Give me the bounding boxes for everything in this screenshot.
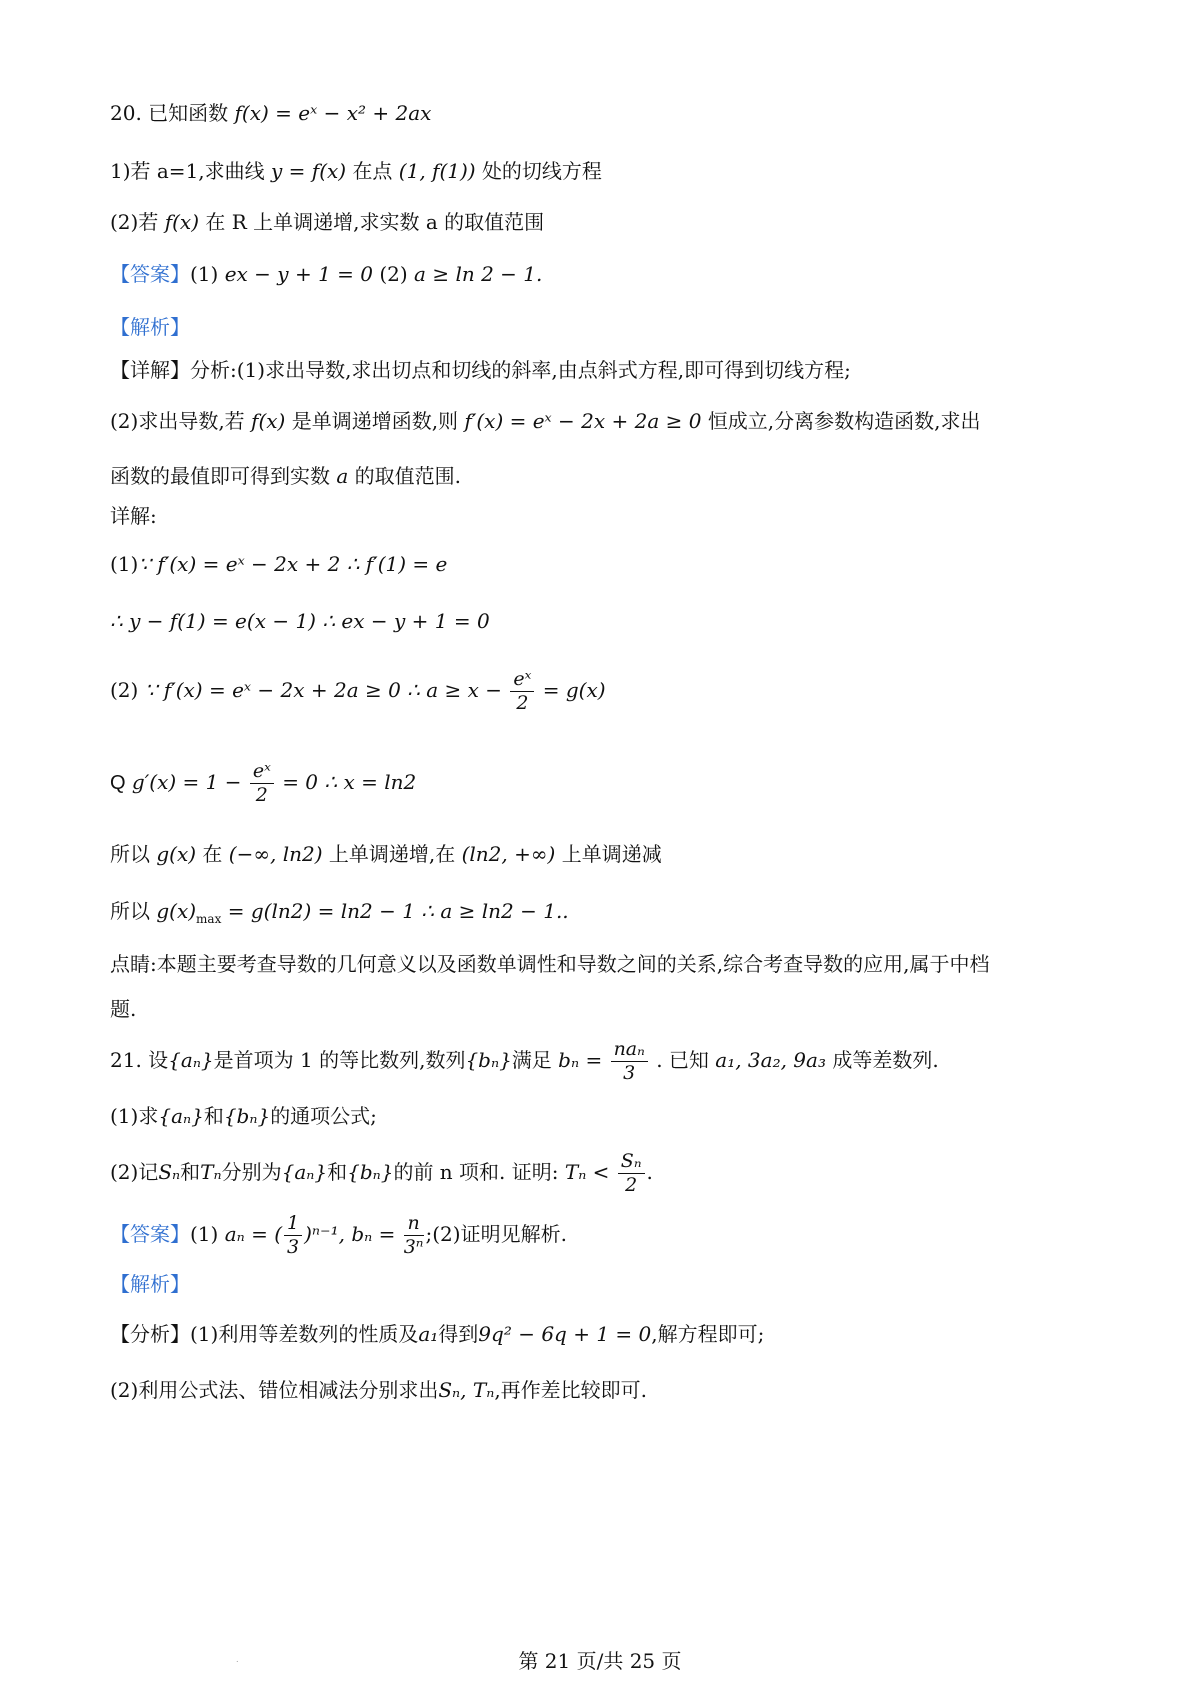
q20-step3: (2) ∵ f′(x) = eˣ − 2x + 2a ≥ 0 ∴ a ≥ x − $\frac{\text{eˣ}}{2}$ = g(x) <box>110 668 606 714</box>
question-number: 21. <box>110 1047 142 1072</box>
q20-part2: (2)若 f(x) 在 R 上单调递增,求实数 a 的取值范围 <box>110 210 545 234</box>
q20-stem: 20. 已知函数 f(x) = eˣ − x² + 2ax <box>110 101 432 125</box>
q21-part2: (2)记Sₙ和Tₙ分别为{aₙ}和{bₙ}的前 n 项和. 证明: Tₙ < $\frac{\text{Sₙ}}{2}$ . <box>110 1150 653 1196</box>
q20-detail-line2: (2)求出导数,若 f(x) 是单调递增函数,则 f′(x) = eˣ − 2x + 2a ≥ 0 恒成立,分离参数构造函数,求出 <box>110 409 981 433</box>
q21-fenxi-line2: (2)利用公式法、错位相减法分别求出Sₙ, Tₙ,再作差比较即可. <box>110 1378 648 1402</box>
footer-mark: . <box>236 1655 239 1664</box>
q20-part1: 1)若 a=1,求曲线 y = f(x) 在点 (1, f(1)) 处的切线方程 <box>110 159 602 183</box>
q20-step1: (1)∵ f′(x) = eˣ − 2x + 2 ∴ f′(1) = e <box>110 552 448 576</box>
fraction: $\frac{1}{3}$ <box>284 1212 302 1259</box>
q21-fenxi-line1: 【分析】(1)利用等差数列的性质及a₁得到9q² − 6q + 1 = 0,解方程即可; <box>110 1322 765 1346</box>
function-formula: f(x) = eˣ − x² + 2ax <box>234 101 432 125</box>
answer-tag: 【答案】 <box>110 262 190 286</box>
q20-comment-line2: 题. <box>110 997 137 1021</box>
q20-comment-line1: 点睛:本题主要考查导数的几何意义以及函数单调性和导数之间的关系,综合考查导数的应用,属于中档 <box>110 952 990 976</box>
q20-step2: ∴ y − f(1) = e(x − 1) ∴ ex − y + 1 = 0 <box>110 609 490 633</box>
answer-tag: 【答案】 <box>110 1221 190 1246</box>
fraction: $\frac{\text{eˣ}}{2}$ <box>510 668 534 715</box>
fraction: $\frac{n}{\text{3ⁿ}}$ <box>403 1212 424 1258</box>
q20-detail-label: 详解: <box>110 504 157 528</box>
fraction: $\frac{\text{Sₙ}}{2}$ <box>618 1150 645 1197</box>
q20-detail-line3: 函数的最值即可得到实数 a 的取值范围. <box>110 464 462 488</box>
q20-step4: Q g′(x) = 1 − $\frac{\text{eˣ}}{2}$ = 0 ∴ x = ln2 <box>110 760 417 806</box>
q20-step6: 所以 $g(x)_{max} = g(\ln 2) = \ln 2 - 1$ ∴ a ≥ ln2 − 1.. <box>110 899 569 926</box>
q21-stem: 21. 设{aₙ}是首项为 1 的等比数列,数列{bₙ}满足 bₙ = $\frac{\text{naₙ}}{3}$ . 已知 a₁, 3a₂, 9a₃ 成等差数列. <box>110 1038 939 1084</box>
q20-detail-line1: 【详解】分析:(1)求出导数,求出切点和切线的斜率,由点斜式方程,即可得到切线方程; <box>110 358 851 382</box>
question-number: 20. <box>110 101 142 125</box>
q21-analysis-tag: 【解析】 <box>110 1272 190 1296</box>
fraction: $\frac{\text{eˣ}}{2}$ <box>250 760 274 807</box>
q20-step5: 所以 g(x) 在 (−∞, ln2) 上单调递增,在 (ln2, +∞) 上单调递减 <box>110 842 662 866</box>
q20-analysis-tag: 【解析】 <box>110 315 190 339</box>
q21-part1: (1)求{aₙ}和{bₙ}的通项公式; <box>110 1104 377 1128</box>
q21-answer: 【答案】(1) aₙ = ( $\frac{1}{3}$ )ⁿ⁻¹, bₙ = $\frac{n}{\text{3ⁿ}}$ ;(2)证明见解析. <box>110 1212 567 1258</box>
fraction: $\frac{\text{naₙ}}{3}$ <box>611 1038 648 1085</box>
page-footer: 第 21 页/共 25 页 <box>518 1649 682 1673</box>
q20-answer: 【答案】(1) ex − y + 1 = 0 (2) a ≥ ln 2 − 1. <box>110 262 543 286</box>
